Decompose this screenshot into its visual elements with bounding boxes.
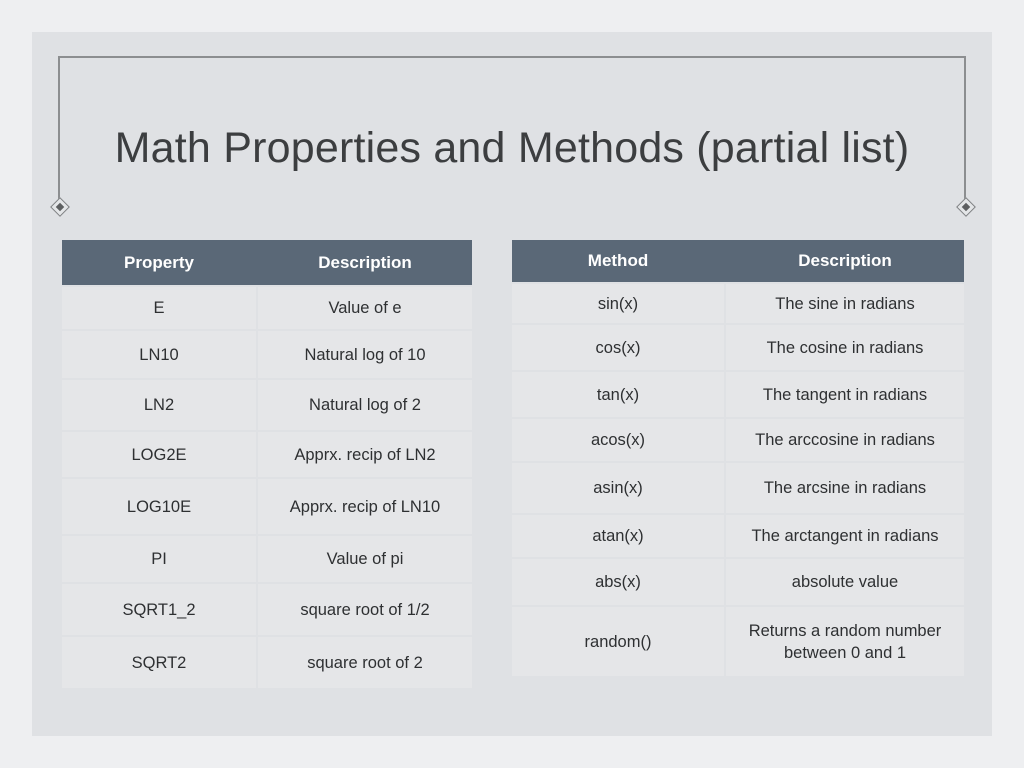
table-header-row: [62, 240, 472, 285]
method-cell: tan(x): [512, 372, 724, 417]
table-row: [62, 380, 472, 430]
description-cell: The arctangent in radians: [726, 515, 964, 557]
description-cell: Natural log of 10: [258, 331, 472, 378]
description-cell: Natural log of 2: [258, 380, 472, 430]
frame-corner-diamond-icon: [51, 198, 69, 216]
property-cell: PI: [62, 536, 256, 582]
description-cell: The arccosine in radians: [726, 419, 964, 461]
description-cell: The sine in radians: [726, 284, 964, 323]
property-cell: E: [62, 287, 256, 329]
method-cell: abs(x): [512, 559, 724, 605]
description-cell: Value of e: [258, 287, 472, 329]
table-row: [512, 515, 964, 557]
property-cell: LOG10E: [62, 479, 256, 534]
description-cell: Value of pi: [258, 536, 472, 582]
description-cell: Apprx. recip of LN2: [258, 432, 472, 477]
table-row: [62, 479, 472, 534]
header-property: Property: [124, 252, 194, 272]
property-cell: SQRT1_2: [62, 584, 256, 635]
table-row: [512, 607, 964, 676]
description-cell: square root of 2: [258, 637, 472, 688]
description-cell: Apprx. recip of LN10: [258, 479, 472, 534]
method-cell: random(): [512, 607, 724, 676]
table-row: [512, 372, 964, 417]
method-cell: cos(x): [512, 325, 724, 370]
properties-table: [62, 240, 472, 688]
description-cell: Returns a random number between 0 and 1: [726, 607, 964, 676]
property-cell: SQRT2: [62, 637, 256, 688]
description-cell: The arcsine in radians: [726, 463, 964, 513]
table-row: [62, 536, 472, 582]
table-row: [512, 325, 964, 370]
frame-corner-diamond-icon: [957, 198, 975, 216]
table-header-row: [512, 240, 964, 282]
table-row: [62, 331, 472, 378]
header-description: Description: [318, 252, 412, 272]
table-row: [512, 559, 964, 605]
table-row: [62, 584, 472, 635]
description-cell: square root of 1/2: [258, 584, 472, 635]
table-row: [512, 284, 964, 323]
header-method: Method: [587, 251, 649, 270]
description-cell: The tangent in radians: [726, 372, 964, 417]
header-description: Description: [798, 251, 892, 270]
property-cell: LN2: [62, 380, 256, 430]
method-cell: sin(x): [512, 284, 724, 323]
table-row: [512, 419, 964, 461]
methods-table: [512, 240, 964, 676]
property-cell: LOG2E: [62, 432, 256, 477]
method-cell: atan(x): [512, 515, 724, 557]
table-row: [62, 432, 472, 477]
table-row: [512, 463, 964, 513]
table-row: [62, 287, 472, 329]
method-cell: asin(x): [512, 463, 724, 513]
slide-title: Math Properties and Methods (partial list): [114, 124, 910, 172]
description-cell: The cosine in radians: [726, 325, 964, 370]
property-cell: LN10: [62, 331, 256, 378]
description-cell: absolute value: [726, 559, 964, 605]
table-row: [62, 637, 472, 688]
method-cell: acos(x): [512, 419, 724, 461]
